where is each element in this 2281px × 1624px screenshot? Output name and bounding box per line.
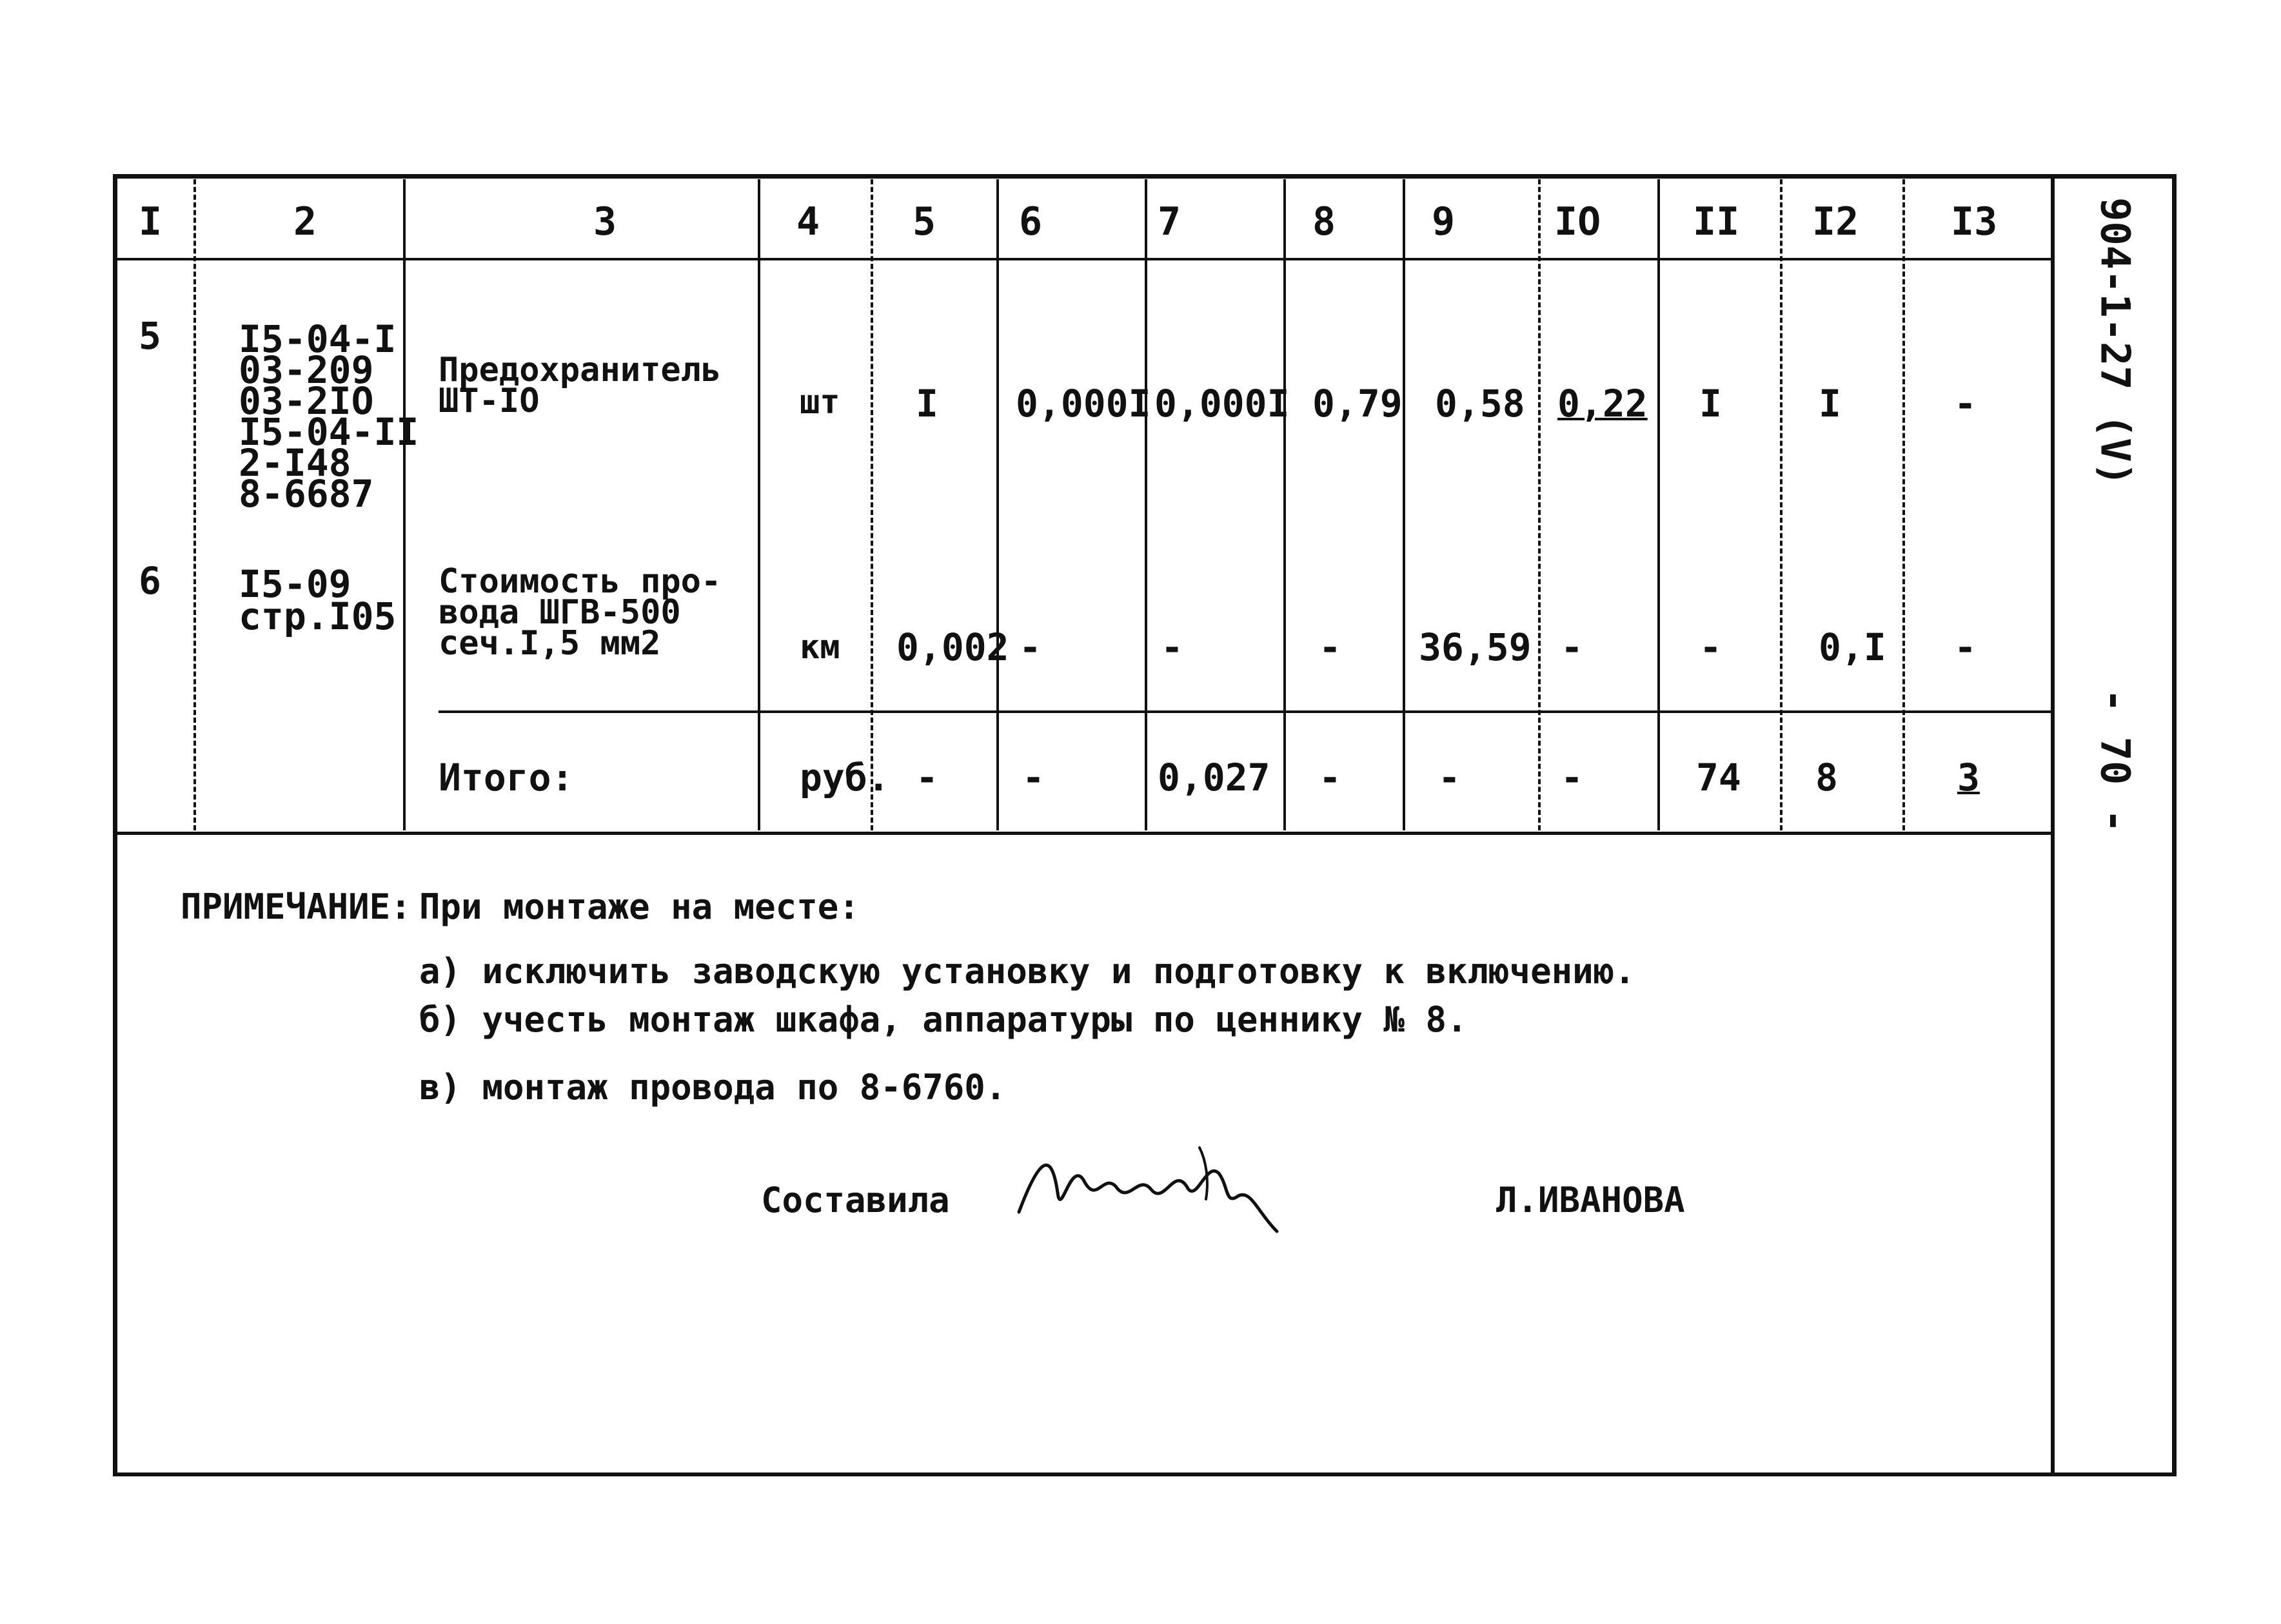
col-line-7 bbox=[1283, 179, 1286, 830]
total-col-7: 0,027 bbox=[1158, 756, 1270, 799]
col-line-9 bbox=[1538, 179, 1541, 830]
note-intro: При монтаже на месте: bbox=[419, 886, 860, 927]
row-5-unit: шт bbox=[800, 383, 840, 422]
total-col-11: 74 bbox=[1696, 756, 1741, 799]
signoff-label: Составила bbox=[761, 1180, 950, 1220]
row-6-name-2: вода ШГВ-500 bbox=[439, 593, 681, 632]
header-col-8: 8 bbox=[1312, 199, 1336, 244]
row-5-col-6: 0,000I bbox=[1016, 382, 1151, 426]
header-col-10: IO bbox=[1554, 199, 1601, 244]
note-item-c: в) монтаж провода по 8-6760. bbox=[419, 1067, 1007, 1108]
row-5-code-1: I5-04-I bbox=[239, 317, 397, 361]
total-col-6: - bbox=[1022, 756, 1045, 799]
col-line-2 bbox=[403, 179, 406, 830]
header-col-3: 3 bbox=[593, 199, 617, 244]
row-5-col-8: 0,79 bbox=[1312, 382, 1403, 426]
header-col-4: 4 bbox=[796, 199, 820, 244]
signoff-name: Л.ИВАНОВА bbox=[1496, 1180, 1685, 1220]
table-bottom-line bbox=[117, 832, 2051, 835]
header-col-1: I bbox=[139, 199, 163, 244]
row-6-code-1: I5-09 bbox=[239, 562, 351, 606]
col-line-12 bbox=[1902, 179, 1905, 830]
header-col-5: 5 bbox=[913, 199, 936, 244]
col-line-4 bbox=[871, 179, 873, 830]
row-6-col-9: 36,59 bbox=[1419, 625, 1532, 669]
col-line-5 bbox=[996, 179, 999, 830]
row-5-col-12: I bbox=[1819, 382, 1841, 426]
row-5-col-9: 0,58 bbox=[1435, 382, 1525, 426]
header-col-2: 2 bbox=[293, 199, 317, 244]
row-5-col-5: I bbox=[916, 382, 938, 426]
row-5-col-13: - bbox=[1954, 382, 1977, 426]
handwritten-signature bbox=[1012, 1135, 1283, 1238]
page-number: - 70 - bbox=[2091, 689, 2139, 833]
total-col-9: - bbox=[1438, 756, 1461, 799]
row-6-col-6: - bbox=[1019, 625, 1042, 669]
row-6-name-3: сеч.I,5 мм2 bbox=[439, 624, 661, 663]
row-5-col-11: I bbox=[1699, 382, 1722, 426]
total-col-8: - bbox=[1319, 756, 1341, 799]
row-5-name-2: ШТ-IO bbox=[439, 382, 540, 420]
row-5-col-10: 0,22 bbox=[1557, 382, 1648, 426]
row-6-col-7: - bbox=[1161, 625, 1183, 669]
col-line-3 bbox=[758, 179, 760, 830]
col-line-6 bbox=[1145, 179, 1147, 830]
row-5-code-4: I5-04-II bbox=[239, 410, 419, 454]
col-line-11 bbox=[1780, 179, 1782, 830]
header-col-6: 6 bbox=[1019, 199, 1043, 244]
row-5-name-1: Предохранитель bbox=[439, 351, 722, 389]
row-6-col-8: - bbox=[1319, 625, 1341, 669]
header-col-13: I3 bbox=[1951, 199, 1998, 244]
header-col-11: II bbox=[1693, 199, 1740, 244]
header-bottom-line bbox=[117, 258, 2051, 260]
document-code: 904-1-27 (V) bbox=[2091, 197, 2139, 486]
note-title: ПРИМЕЧАНИЕ: bbox=[181, 886, 411, 927]
total-col-12: 8 bbox=[1815, 756, 1838, 799]
header-col-7: 7 bbox=[1158, 199, 1181, 244]
row-6-code-2: стр.I05 bbox=[239, 594, 397, 638]
row-6-col-12: 0,I bbox=[1819, 625, 1886, 669]
total-top-line bbox=[439, 710, 2051, 713]
row-5-code-2: 03-209 bbox=[239, 348, 374, 392]
row-5-code-5: 2-I48 bbox=[239, 441, 351, 485]
row-5-col-7: 0,000I bbox=[1154, 382, 1290, 426]
total-col-5: - bbox=[916, 756, 938, 799]
total-col-10: - bbox=[1561, 756, 1583, 799]
note-item-a: а) исключить заводскую установку и подготовку к включению. bbox=[419, 951, 1635, 992]
row-5-code-3: 03-2IO bbox=[239, 379, 374, 423]
row-6-col-10: - bbox=[1561, 625, 1583, 669]
header-col-12: I2 bbox=[1812, 199, 1859, 244]
row-6-col-13: - bbox=[1954, 625, 1977, 669]
total-col-13: 3 bbox=[1957, 756, 1980, 799]
note-item-b: б) учесть монтаж шкафа, аппаратуры по ценнику № 8. bbox=[419, 999, 1468, 1040]
row-6-num: 6 bbox=[139, 559, 161, 603]
col-line-8 bbox=[1403, 179, 1405, 830]
col-line-1 bbox=[193, 179, 196, 830]
total-label: Итого: bbox=[439, 756, 574, 799]
row-6-unit: км bbox=[800, 628, 840, 667]
total-unit: руб. bbox=[800, 756, 890, 799]
row-5-code-6: 8-6687 bbox=[239, 472, 374, 516]
row-6-name-1: Стоимость про- bbox=[439, 562, 722, 601]
row-6-col-11: - bbox=[1699, 625, 1722, 669]
row-6-col-5: 0,002 bbox=[896, 625, 1009, 669]
col-line-10 bbox=[1657, 179, 1660, 830]
row-5-num: 5 bbox=[139, 314, 161, 358]
header-col-9: 9 bbox=[1432, 199, 1456, 244]
